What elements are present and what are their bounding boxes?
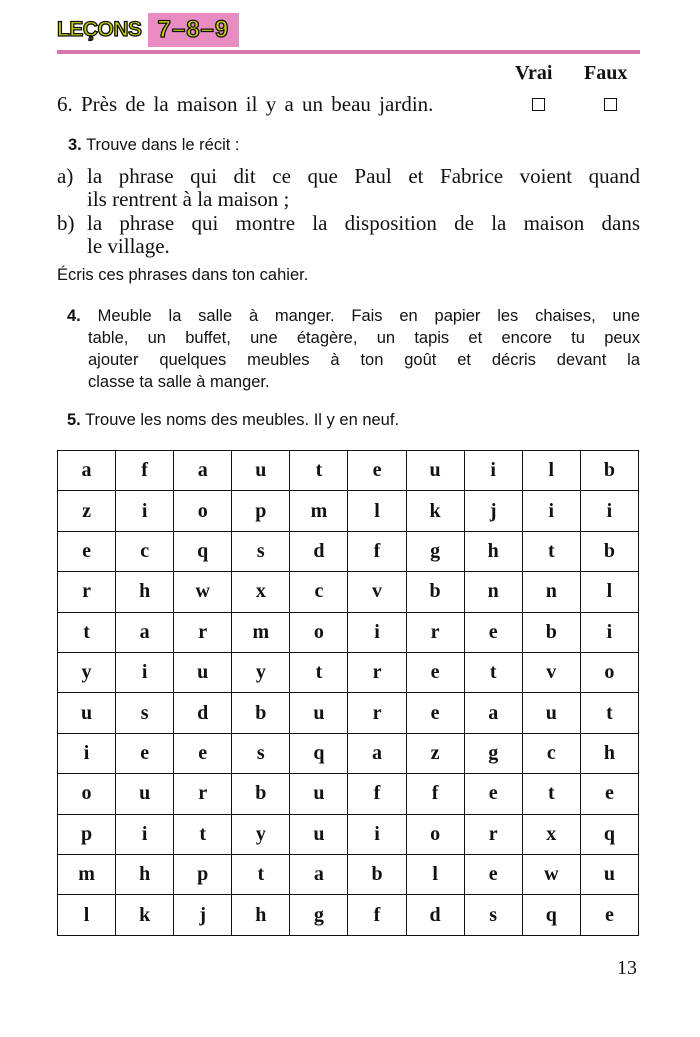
grid-cell: i — [116, 653, 174, 693]
grid-cell: r — [348, 693, 406, 733]
grid-cell: k — [406, 491, 464, 531]
grid-cell: l — [580, 572, 638, 612]
grid-cell: e — [580, 895, 638, 936]
grid-cell: l — [406, 855, 464, 895]
grid-row — [58, 451, 639, 491]
lessons-word: LEÇONS — [57, 18, 142, 41]
grid-row — [58, 572, 639, 612]
exercise-4-number: 4. — [67, 307, 81, 325]
grid-cell: q — [174, 531, 232, 571]
grid-cell: r — [174, 612, 232, 652]
item-a-line1: la phrase qui dit ce que Paul et Fabrice voient quand — [87, 164, 640, 188]
grid-cell: s — [116, 693, 174, 733]
grid-cell: r — [174, 774, 232, 814]
grid-cell: e — [58, 531, 116, 571]
grid-cell: o — [580, 653, 638, 693]
grid-cell: s — [232, 733, 290, 773]
vrai-heading: Vrai — [515, 62, 553, 84]
grid-cell: i — [464, 451, 522, 491]
exercise-5-number: 5. — [67, 411, 81, 429]
exercise-3-instruction — [68, 136, 240, 155]
grid-row — [58, 814, 639, 854]
grid-cell: u — [58, 693, 116, 733]
exercise-5-text: Trouve les noms des meubles. Il y en neuf. — [85, 411, 400, 429]
grid-cell: d — [406, 895, 464, 936]
grid-cell: j — [464, 491, 522, 531]
grid-cell: m — [290, 491, 348, 531]
grid-cell: q — [580, 814, 638, 854]
vrai-checkbox[interactable] — [532, 98, 545, 111]
grid-row — [58, 491, 639, 531]
grid-cell: g — [406, 531, 464, 571]
grid-cell: a — [290, 855, 348, 895]
grid-cell: s — [232, 531, 290, 571]
grid-cell: b — [522, 612, 580, 652]
item-b-line1: la phrase qui montre la disposition de la maison dans — [87, 211, 640, 235]
grid-cell: h — [116, 855, 174, 895]
grid-cell: y — [58, 653, 116, 693]
item-a-line2: ils rentrent à la maison ; — [87, 187, 290, 211]
grid-cell: i — [116, 491, 174, 531]
grid-cell: t — [464, 653, 522, 693]
grid-cell: e — [174, 733, 232, 773]
grid-row — [58, 693, 639, 733]
grid-cell: i — [348, 612, 406, 652]
grid-cell: t — [58, 612, 116, 652]
grid-cell: a — [464, 693, 522, 733]
grid-cell: c — [290, 572, 348, 612]
grid-cell: c — [522, 733, 580, 773]
grid-row — [58, 774, 639, 814]
grid-cell: b — [580, 451, 638, 491]
grid-cell: x — [232, 572, 290, 612]
grid-cell: i — [348, 814, 406, 854]
grid-cell: b — [232, 774, 290, 814]
grid-cell: u — [174, 653, 232, 693]
grid-cell: u — [406, 451, 464, 491]
grid-row — [58, 612, 639, 652]
grid-cell: q — [290, 733, 348, 773]
grid-cell: f — [348, 895, 406, 936]
item-b-label: b) — [57, 211, 75, 235]
grid-cell: b — [348, 855, 406, 895]
grid-cell: u — [232, 451, 290, 491]
grid-cell: h — [464, 531, 522, 571]
word-search-grid — [57, 450, 639, 936]
grid-cell: a — [348, 733, 406, 773]
grid-cell: f — [406, 774, 464, 814]
grid-cell: u — [116, 774, 174, 814]
grid-row — [58, 531, 639, 571]
grid-cell: l — [522, 451, 580, 491]
lesson-number-box — [148, 13, 240, 47]
grid-cell: l — [58, 895, 116, 936]
lesson-numbers: 7–8–9 — [157, 16, 230, 43]
exercise-5-instruction — [67, 411, 399, 430]
grid-cell: u — [290, 814, 348, 854]
grid-cell: e — [464, 612, 522, 652]
lesson-header — [57, 12, 239, 48]
grid-cell: u — [522, 693, 580, 733]
grid-cell: e — [464, 855, 522, 895]
grid-row — [58, 855, 639, 895]
grid-cell: b — [580, 531, 638, 571]
grid-cell: t — [290, 653, 348, 693]
grid-cell: n — [522, 572, 580, 612]
grid-cell: j — [174, 895, 232, 936]
exercise-4-line4: classe ta salle à manger. — [88, 373, 270, 391]
grid-cell: t — [522, 531, 580, 571]
grid-cell: k — [116, 895, 174, 936]
grid-cell: y — [232, 653, 290, 693]
grid-cell: e — [580, 774, 638, 814]
grid-cell: v — [522, 653, 580, 693]
exercise-3-text: Trouve dans le récit : — [86, 136, 240, 154]
grid-cell: e — [116, 733, 174, 773]
grid-cell: q — [522, 895, 580, 936]
grid-cell: f — [348, 531, 406, 571]
item-b-line2: le village. — [87, 234, 170, 258]
exercise-3-note: Écris ces phrases dans ton cahier. — [57, 266, 309, 284]
grid-cell: e — [406, 693, 464, 733]
grid-cell: r — [464, 814, 522, 854]
grid-cell: o — [290, 612, 348, 652]
grid-cell: o — [174, 491, 232, 531]
grid-cell: e — [464, 774, 522, 814]
grid-cell: w — [522, 855, 580, 895]
faux-heading: Faux — [584, 62, 628, 84]
grid-cell: f — [348, 774, 406, 814]
grid-cell: x — [522, 814, 580, 854]
grid-cell: b — [406, 572, 464, 612]
exercise-4-line3: ajouter quelques meubles à ton goût et décris devant la — [88, 351, 640, 369]
grid-cell: s — [464, 895, 522, 936]
grid-cell: e — [348, 451, 406, 491]
grid-cell: g — [290, 895, 348, 936]
grid-cell: m — [58, 855, 116, 895]
grid-cell: r — [58, 572, 116, 612]
grid-cell: h — [116, 572, 174, 612]
grid-cell: l — [348, 491, 406, 531]
grid-row — [58, 733, 639, 773]
grid-cell: o — [58, 774, 116, 814]
grid-cell: a — [116, 612, 174, 652]
page-number: 13 — [617, 957, 637, 979]
grid-cell: c — [116, 531, 174, 571]
grid-row — [58, 895, 639, 936]
grid-cell: p — [232, 491, 290, 531]
grid-cell: i — [116, 814, 174, 854]
exercise-4-line2: table, un buffet, une étagère, un tapis et encore tu peux — [88, 329, 640, 347]
grid-cell: h — [580, 733, 638, 773]
grid-cell: d — [174, 693, 232, 733]
grid-row — [58, 653, 639, 693]
grid-cell: d — [290, 531, 348, 571]
grid-cell: o — [406, 814, 464, 854]
grid-cell: i — [580, 491, 638, 531]
grid-cell: i — [522, 491, 580, 531]
grid-cell: t — [290, 451, 348, 491]
exercise-4 — [67, 307, 640, 326]
statement-6: 6. Près de la maison il y a un beau jardin. — [57, 92, 434, 116]
header-rule — [57, 50, 640, 54]
grid-cell: t — [232, 855, 290, 895]
grid-cell: v — [348, 572, 406, 612]
grid-cell: g — [464, 733, 522, 773]
exercise-4-line1: 4. Meuble la salle à manger. Fais en papier les chaises, une — [67, 307, 640, 325]
grid-cell: i — [580, 612, 638, 652]
grid-cell: t — [522, 774, 580, 814]
grid-cell: t — [174, 814, 232, 854]
grid-cell: r — [406, 612, 464, 652]
grid-cell: a — [174, 451, 232, 491]
grid-cell: a — [58, 451, 116, 491]
grid-cell: w — [174, 572, 232, 612]
grid-cell: p — [174, 855, 232, 895]
grid-cell: u — [290, 774, 348, 814]
grid-cell: z — [406, 733, 464, 773]
grid-cell: t — [580, 693, 638, 733]
grid-cell: i — [58, 733, 116, 773]
grid-cell: u — [290, 693, 348, 733]
grid-cell: n — [464, 572, 522, 612]
grid-cell: y — [232, 814, 290, 854]
grid-cell: m — [232, 612, 290, 652]
grid-cell: h — [232, 895, 290, 936]
grid-cell: p — [58, 814, 116, 854]
grid-cell: z — [58, 491, 116, 531]
grid-cell: u — [580, 855, 638, 895]
item-a-label: a) — [57, 164, 74, 188]
exercise-3-number: 3. — [68, 136, 82, 154]
grid-cell: e — [406, 653, 464, 693]
faux-checkbox[interactable] — [604, 98, 617, 111]
grid-cell: b — [232, 693, 290, 733]
grid-cell: f — [116, 451, 174, 491]
grid-cell: r — [348, 653, 406, 693]
